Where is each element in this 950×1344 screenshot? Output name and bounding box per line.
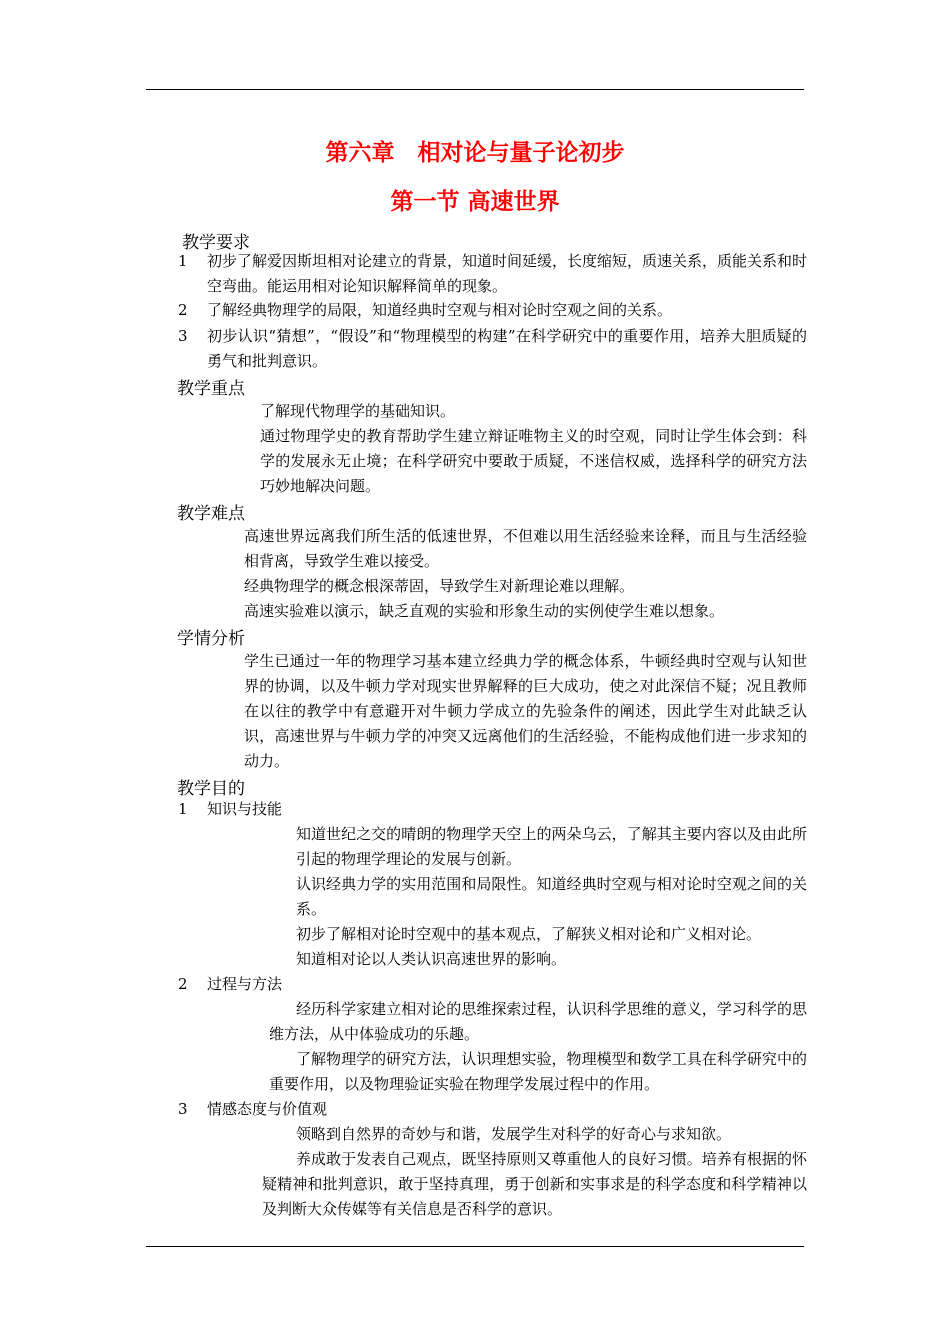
header-rule [146,89,804,90]
difficulty-paragraph: 高速实验难以演示，缺乏直观的实验和形象生动的实例使学生难以想象。 [244,602,725,620]
objectives-heading: 教学目的 [177,779,245,799]
key-points-heading: 教学重点 [177,379,245,399]
objective-paragraph: 领略到自然界的奇妙与和谐，发展学生对科学的好奇心与求知欲。 [296,1125,732,1143]
objective-group-number: 1 [178,800,188,818]
objective-group-title: 情感态度与价值观 [207,1100,328,1118]
section-title: 第一节 高速世界 [390,188,560,215]
objective-paragraph: 知道世纪之交的晴朗的物理学天空上的两朵乌云，了解其主要内容以及由此所引起的物理学理论的发展与创新。 [296,825,807,868]
difficulty-paragraph: 经典物理学的概念根深蒂固，导致学生对新理论难以理解。 [244,577,635,595]
objective-paragraph: 认识经典力学的实用范围和局限性。知道经典时空观与相对论时空观之间的关系。 [296,875,807,918]
objective-group-title: 过程与方法 [207,975,283,993]
requirement-number: 1 [178,252,188,270]
footer-rule [146,1246,804,1247]
objective-group-number: 2 [178,975,188,993]
difficulties-heading: 教学难点 [177,504,245,524]
requirement-item: 初步认识“猜想”，“假设”和“物理模型的构建”在科学研究中的重要作用，培养大胆质疑的勇气和批判意识。 [207,327,807,370]
analysis-heading: 学情分析 [177,629,245,649]
objective-group-title: 知识与技能 [207,800,283,818]
chapter-title: 第六章 相对论与量子论初步 [325,139,625,166]
objective-paragraph: 养成敢于发表自己观点，既坚持原则又尊重他人的良好习惯。培养有根据的怀疑精神和批判意识，敢于坚持真理，勇于创新和实事求是的科学态度和科学精神以及判断大众传媒等有关信息是否科学的意识。 [262,1150,807,1218]
requirements-heading: 教学要求 [182,233,250,253]
requirement-number: 3 [178,327,188,345]
requirement-item: 初步了解爱因斯坦相对论建立的背景，知道时间延缓，长度缩短，质速关系，质能关系和时空弯曲。能运用相对论知识解释简单的现象。 [207,252,808,295]
objective-paragraph: 知道相对论以人类认识高速世界的影响。 [296,950,567,968]
objective-paragraph: 了解物理学的研究方法，认识理想实验，物理模型和数学工具在科学研究中的重要作用，以及物理验证实验在物理学发展过程中的作用。 [269,1050,807,1093]
difficulty-paragraph: 高速世界远离我们所生活的低速世界，不但难以用生活经验来诠释，而且与生活经验相背离，导致学生难以接受。 [244,527,807,570]
requirement-item: 了解经典物理学的局限，知道经典时空观与相对论时空观之间的关系。 [207,301,673,319]
objective-group-number: 3 [178,1100,188,1118]
analysis-paragraph: 学生已通过一年的物理学习基本建立经典力学的概念体系，牛顿经典时空观与认知世界的协调，以及牛顿力学对现实世界解释的巨大成功，使之对此深信不疑；况且教师在以往的教学中有意避开对牛顿力学成立的先验条件的阐述，因此学生对此缺乏认识，高速世界与牛顿力学的冲突又远离他们的生活经验，不能构成他们进一步求知的动力。 [244,652,807,770]
requirement-number: 2 [178,301,188,319]
key-point-paragraph: 通过物理学史的教育帮助学生建立辩证唯物主义的时空观，同时让学生体会到：科学的发展永无止境；在科学研究中要敢于质疑，不迷信权威，选择科学的研究方法巧妙地解决问题。 [260,427,807,495]
objective-paragraph: 经历科学家建立相对论的思维探索过程，认识科学思维的意义，学习科学的思维方法，从中体验成功的乐趣。 [269,1000,807,1043]
objective-paragraph: 初步了解相对论时空观中的基本观点，了解狭义相对论和广义相对论。 [296,925,762,943]
key-point-paragraph: 了解现代物理学的基础知识。 [260,402,456,420]
